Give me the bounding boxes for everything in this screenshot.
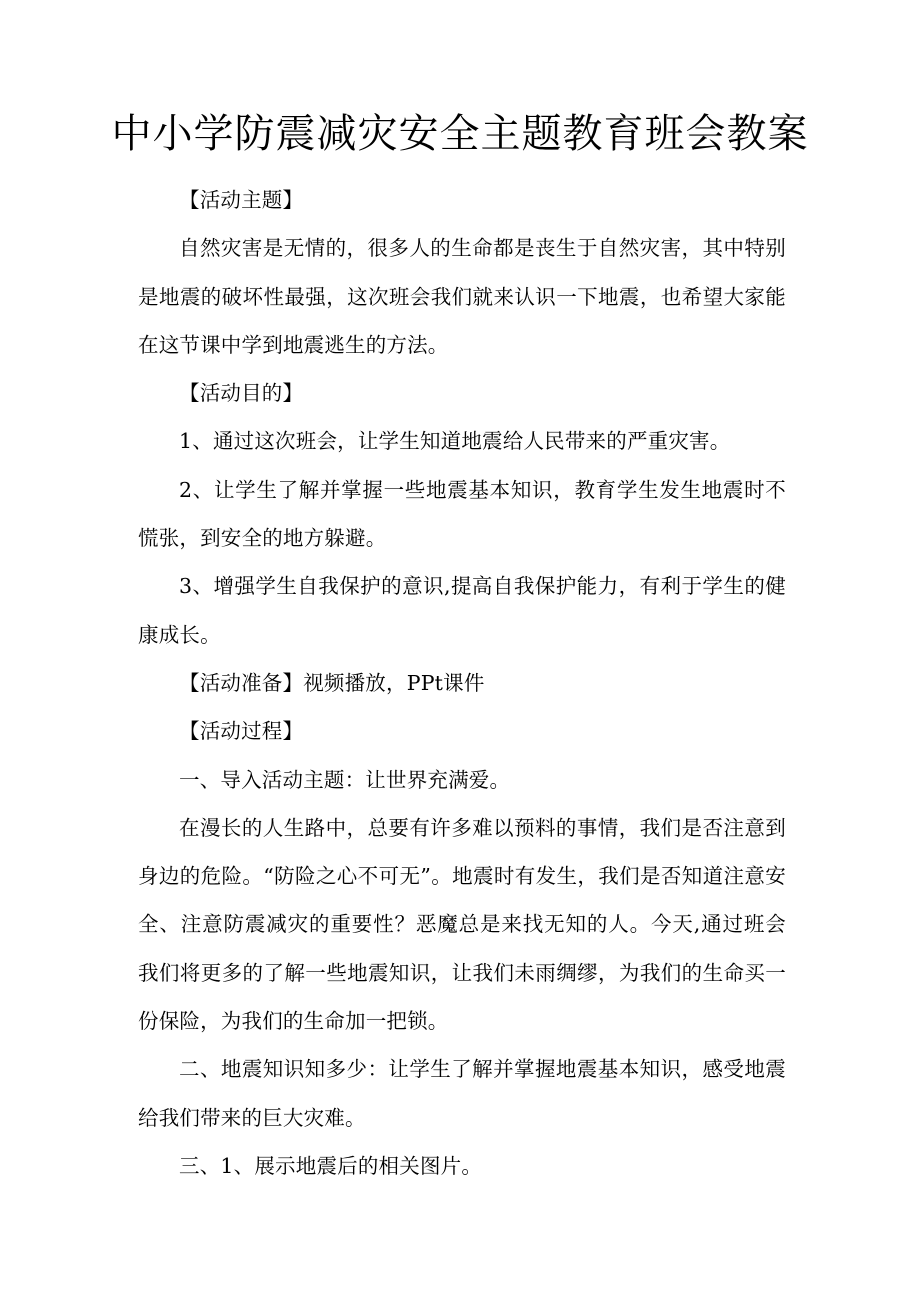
goal-item-1: 1、通过这次班会，让学生知道地震给人民带来的严重灾害。 xyxy=(179,429,731,454)
goal-item-3: 3、增强学生自我保护的意识,提高自我保护能力，有利于学生的健康成长。 xyxy=(138,574,786,647)
process-step-2: 二、地震知识知多少：让学生了解并掌握地震基本知识，感受地震给我们带来的巨大灾难。 xyxy=(138,1057,786,1130)
paragraph-intro: 在漫长的人生路中，总要有许多难以预料的事情，我们是否注意到身边的危险。“防险之心不可无”。地震时有发生，我们是否知道注意安全、注意防震减灾的重要性？恶魔总是来找无知的人。今天,通过班会我们将更多的了解一些地震知识，让我们未雨绸缪，为我们的生命买一份保险，为我们的生命加一把锁。 xyxy=(138,815,786,1034)
section-heading-process: 【活动过程】 xyxy=(179,719,304,744)
section-heading-preparation: 【活动准备】视频播放，PPt课件 xyxy=(179,670,485,695)
document-body xyxy=(138,176,786,1190)
section-heading-goals: 【活动目的】 xyxy=(179,381,304,406)
document-title: 中小学防震减灾安全主题教育班会教案 xyxy=(111,111,809,157)
process-step-3: 三、1、展示地震后的相关图片。 xyxy=(179,1153,483,1178)
goal-item-2: 2、让学生了解并掌握一些地震基本知识，教育学生发生地震时不慌张，到安全的地方躲避。 xyxy=(138,477,786,551)
paragraph-theme: 自然灾害是无情的，很多人的生命都是丧生于自然灾害，其中特别是地震的破坏性最强，这次班会我们就来认识一下地震，也希望大家能在这节课中学到地震逃生的方法。 xyxy=(138,236,786,357)
process-step-1: 一、导入活动主题：让世界充满爱。 xyxy=(179,767,511,792)
section-heading-theme: 【活动主题】 xyxy=(179,188,304,212)
